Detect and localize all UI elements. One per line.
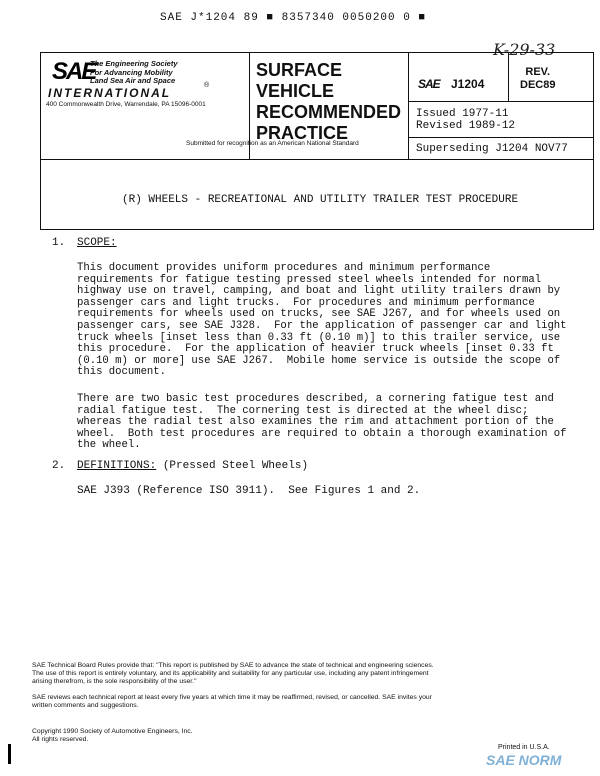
section-1-title: SCOPE: (77, 237, 117, 249)
scope-paragraph-2: There are two basic test procedures described, a cornering fatigue test and radial fatigue test. The cornering test is directed at the wheel disc; whereas the radial test also examines the rim and attachment portion of the wheel. Both test procedures are required to obtain a thorough examination of the wheel. (77, 393, 567, 452)
scan-header: SAE J*1204 89 ■ 8357340 0050200 0 ■ (160, 12, 427, 24)
printed-in: Printed in U.S.A. (498, 744, 550, 751)
left-edge-mark (8, 744, 11, 764)
document-title: (R) WHEELS - RECREATIONAL AND UTILITY TRAILER TEST PROCEDURE (122, 194, 519, 206)
copyright: Copyright 1990 Society of Automotive Engineers, Inc. All rights reserved. (32, 728, 193, 743)
document-number: J1204 (451, 77, 485, 91)
issue-dates: Issued 1977-11 Revised 1989-12 (416, 108, 516, 132)
technical-board-rules: SAE Technical Board Rules provide that: "This report is published by SAE to advance the state of technical and engineering sciences. The use of this report is entirely voluntary, and its applicability and suitability for any particular use, including any patent infringement arising therefrom, is the sole responsibility of the user." (32, 662, 434, 685)
section-2-number: 2. (52, 460, 66, 472)
section-2-title: DEFINITIONS: (77, 460, 157, 472)
submitted-note: Submitted for recognition as an American National Standard (186, 140, 359, 147)
section-2-heading (77, 461, 308, 473)
header-divider-rev (508, 52, 509, 102)
header-divider-right (408, 52, 409, 160)
review-note: SAE reviews each technical report at least every five years at which time it may be reaffirmed, revised, or cancelled. SAE invites your written comments and suggestions. (32, 694, 432, 709)
page-title: SURFACE VEHICLE RECOMMENDED PRACTICE (256, 60, 402, 143)
revision-box: REV. DEC89 (520, 66, 556, 91)
section-2-subtitle: (Pressed Steel Wheels) (156, 460, 309, 472)
sae-small-logo: SAE (418, 77, 440, 91)
handwritten-number: K-29-33 (493, 40, 556, 59)
header-divider-horizontal (408, 101, 594, 102)
section-1-number: 1. (52, 237, 66, 249)
header-divider-superseding (408, 137, 594, 138)
sae-logo: SAE (52, 58, 96, 85)
scope-paragraph-1: This document provides uniform procedures and minimum performance requirements for fatigue testing pressed steel wheels intended for normal highway use on travel, camping, and boat and light utility trailers drawn by passenger cars and light trucks. For procedures and minimum performance requirements for wheels used on trucks, see SAE J267, and for wheels used on passenger cars, see SAE J328. For the application of passenger car and light truck wheels [inset less than 0.33 ft (0.10 m)] to this trailer service, use this procedure. For the application of heavier truck wheels [inset 0.33 ft (0.10 m) or more] use SAE J267. Mobile home service is outside the scope of this document. (77, 262, 567, 379)
registered-mark: ® (204, 82, 210, 89)
society-tagline: The Engineering Society For Advancing Mobility Land Sea Air and Space (90, 59, 178, 85)
definitions-paragraph: SAE J393 (Reference ISO 3911). See Figures 1 and 2. (77, 485, 421, 497)
superseding: Superseding J1204 NOV77 (416, 143, 568, 155)
sae-norm-watermark: SAE NORM (486, 752, 562, 768)
international-label: INTERNATIONAL (48, 86, 172, 100)
address: 400 Commonwealth Drive, Warrendale, PA 15096-0001 (46, 101, 206, 108)
